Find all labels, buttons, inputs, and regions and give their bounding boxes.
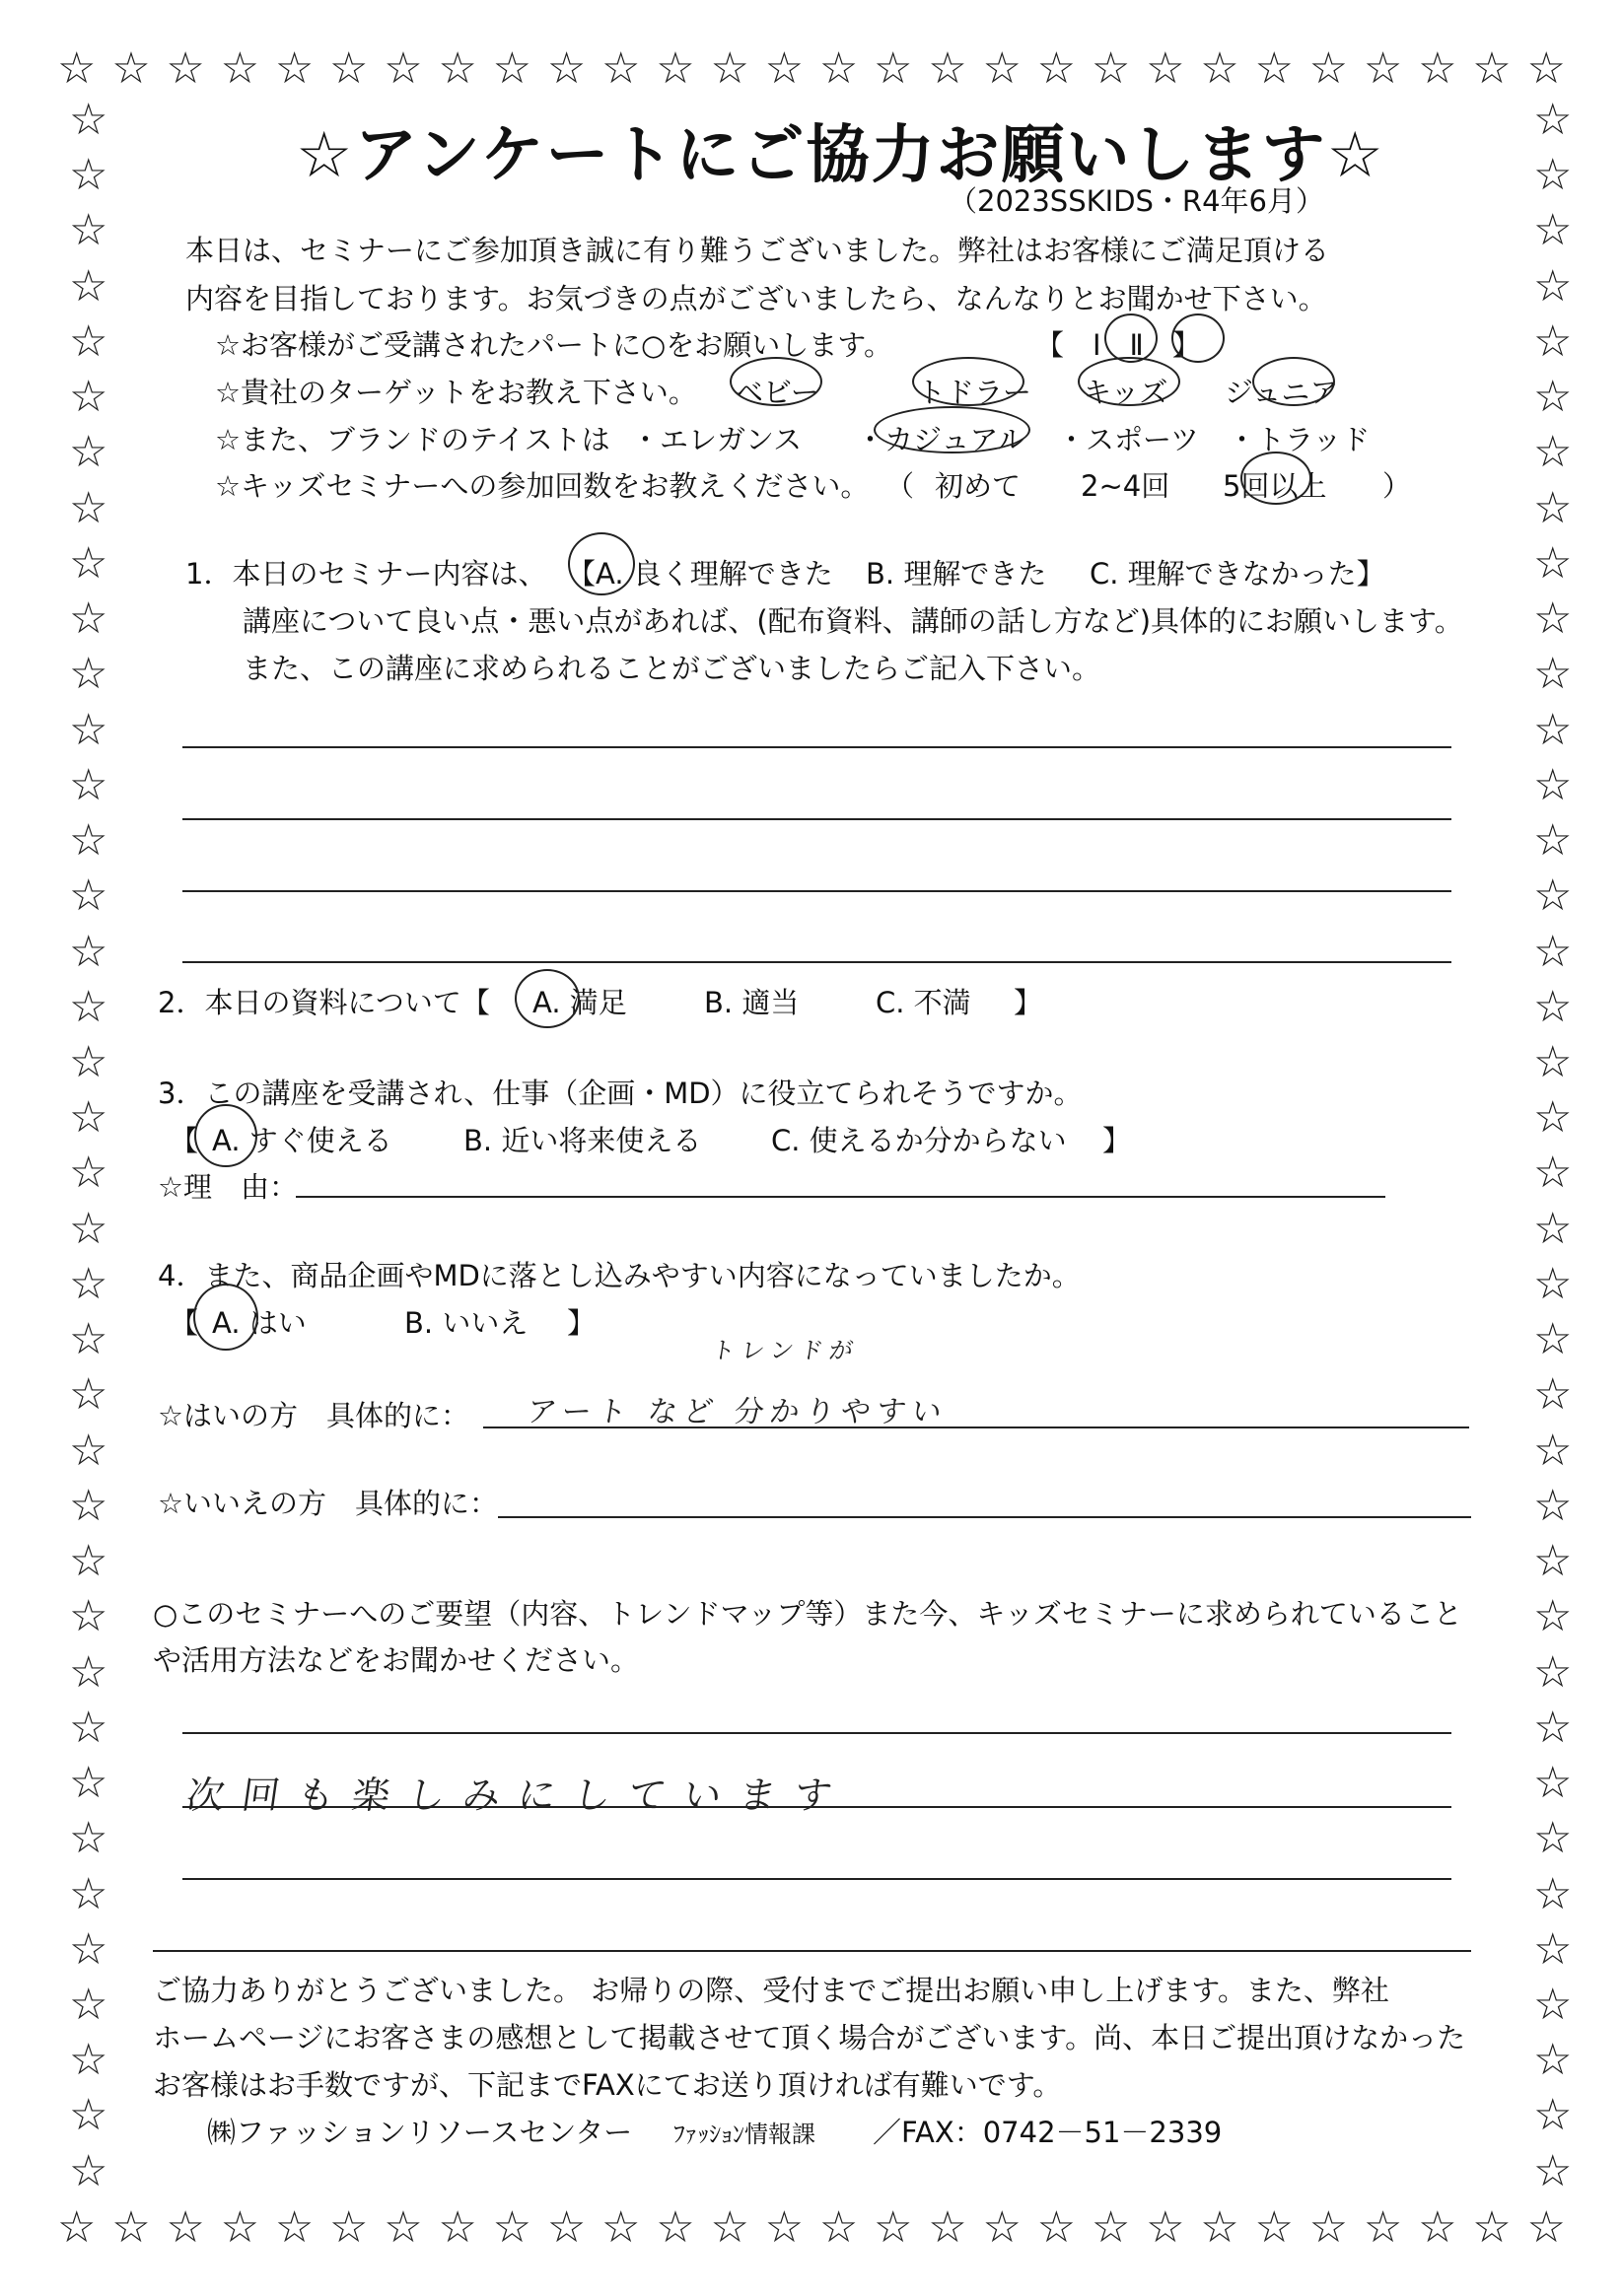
request-line-1: ○このセミナーへのご要望（内容、トレンドマップ等）また今、キッズセミナーに求められていること [153, 1597, 1462, 1631]
q1-answer-line-4[interactable] [182, 961, 1451, 963]
intro-line-1: 本日は、セミナーにご参加頂き誠に有り難うございました。弊社はお客様にご満足頂ける [185, 234, 1330, 267]
circle-mark-baby [730, 357, 822, 406]
count-open: （ [885, 469, 915, 503]
request-answer: 次回も楽しみにしています [183, 1774, 853, 1817]
q3-option-a[interactable]: A. すぐ使える [212, 1124, 392, 1157]
circle-mark-5plus [1240, 452, 1311, 505]
q3-reason-line[interactable] [296, 1196, 1385, 1198]
q4-yes-answer: アート など 分かりやすい [525, 1395, 951, 1429]
count-close: ） [1382, 469, 1412, 503]
closing-line-3: お客様はお手数ですが、下記までFAXにてお送り頂ければ有難いです。 [153, 2068, 1062, 2102]
circle-mark-part-2 [1171, 313, 1225, 363]
circle-mark-q2-a [515, 969, 580, 1028]
q4-yes-answer-insert: トレンドが [709, 1337, 862, 1364]
q4-yes-label: ☆はいの方 具体的に： [158, 1399, 469, 1432]
circle-mark-kids [1078, 357, 1180, 406]
q3-option-c[interactable]: C. 使えるか分からない [771, 1124, 1067, 1157]
star-border-right: ☆ ☆ ☆ ☆ ☆ ☆ ☆ ☆ ☆ ☆ ☆ ☆ ☆ ☆ ☆ ☆ ☆ ☆ ☆ ☆ ☆ ☆ ☆ ☆ ☆ ☆ ☆ ☆ ☆ ☆ ☆ ☆ ☆ ☆ ☆ ☆ ☆ ☆ [1533, 95, 1573, 2196]
q3-option-b[interactable]: B. 近い将来使える [463, 1124, 702, 1157]
count-option-5plus[interactable]: 5回以上 [1223, 469, 1327, 503]
q1-answer-line-3[interactable] [182, 890, 1451, 892]
intro-line-2: 内容を目指しております。お気づきの点がございましたら、なんなりとお聞かせ下さい。 [185, 282, 1327, 315]
circle-mark-q1-a [568, 532, 635, 595]
q1-answer-line-2[interactable] [182, 818, 1451, 820]
circle-mark-q3-a [194, 1104, 257, 1167]
q3-open: 【 [170, 1124, 199, 1157]
taste-option-sports[interactable]: ・スポーツ [1057, 423, 1199, 456]
q2-stem: 2．本日の資料について【 [158, 986, 490, 1019]
request-answer-line-2[interactable] [182, 1806, 1451, 1808]
closing-divider [153, 1950, 1471, 1952]
circle-mark-casual [874, 406, 1030, 453]
circle-mark-q4-a [193, 1284, 258, 1351]
q2-option-a[interactable]: A. 満足 [532, 986, 627, 1019]
q4-yes-line[interactable] [483, 1426, 1469, 1428]
q2-close: 】 [1014, 986, 1043, 1019]
target-option-toddler[interactable]: トドラー [917, 376, 1032, 409]
q1-option-b[interactable]: B. 理解できた [866, 557, 1047, 591]
fax-number[interactable]: ／FAX：0742－51－2339 [873, 2116, 1223, 2149]
target-label: ☆貴社のターゲットをお教え下さい。 [215, 376, 697, 409]
target-option-junior[interactable]: ジュニア [1225, 376, 1339, 409]
taste-option-elegance[interactable]: ・エレガンス [631, 423, 803, 456]
target-option-kids[interactable]: キッズ [1083, 376, 1168, 409]
circle-mark-junior [1252, 357, 1335, 406]
target-option-baby[interactable]: ベビー [735, 376, 819, 409]
closing-line-2: ホームページにお客さまの感想として掲載させて頂く場合がございます。尚、本日ご提出頂けなかった [153, 2021, 1466, 2054]
q3-reason-label: ☆理 由： [158, 1170, 298, 1204]
request-answer-line-3[interactable] [182, 1878, 1451, 1880]
q4-no-label: ☆いいえの方 具体的に： [158, 1487, 498, 1520]
q1-option-a[interactable]: 【A. 良く理解できた [567, 557, 833, 591]
circle-mark-part-1 [1104, 313, 1158, 363]
q2-option-b[interactable]: B. 適当 [704, 986, 800, 1019]
star-border-bottom: ☆ ☆ ☆ ☆ ☆ ☆ ☆ ☆ ☆ ☆ ☆ ☆ ☆ ☆ ☆ ☆ ☆ ☆ ☆ ☆ ☆ ☆ ☆ ☆ ☆ ☆ ☆ ☆ [57, 2202, 1566, 2253]
request-answer-line-1[interactable] [182, 1732, 1451, 1734]
request-line-2: や活用方法などをお聞かせください。 [153, 1643, 640, 1677]
q1-line-2: 講座について良い点・悪い点があれば、(配布資料、講師の話し方など)具体的にお願いします。 [243, 604, 1463, 638]
q4-option-b[interactable]: B. いいえ [404, 1306, 529, 1340]
star-border-left: ☆ ☆ ☆ ☆ ☆ ☆ ☆ ☆ ☆ ☆ ☆ ☆ ☆ ☆ ☆ ☆ ☆ ☆ ☆ ☆ ☆ ☆ ☆ ☆ ☆ ☆ ☆ ☆ ☆ ☆ ☆ ☆ ☆ ☆ ☆ ☆ ☆ ☆ [69, 95, 108, 2196]
taste-option-casual[interactable]: ・カジュアル [856, 423, 1026, 456]
q1-option-c[interactable]: C. 理解できなかった】 [1090, 557, 1385, 591]
q4-close: 】 [567, 1306, 597, 1340]
part-label: ☆お客様がご受講されたパートに○をお願いします。 [215, 328, 892, 362]
department-name: ﾌｧｯｼｮﾝ情報課 [673, 2121, 815, 2148]
count-option-first[interactable]: 初めて [935, 469, 1022, 503]
taste-label: ☆また、ブランドのテイストは [215, 423, 610, 456]
part-options[interactable]: 【 Ⅰ Ⅱ 】 [1035, 328, 1201, 362]
q3-stem: 3．この講座を受講され、仕事（企画・MD）に役立てられそうですか。 [158, 1077, 1083, 1110]
q2-option-c[interactable]: C. 不満 [876, 986, 971, 1019]
q3-close: 】 [1102, 1124, 1132, 1157]
q4-stem: 4．また、商品企画やMDに落とし込みやすい内容になっていましたか。 [158, 1259, 1081, 1292]
count-label: ☆キッズセミナーへの参加回数をお教えください。 [215, 469, 870, 503]
circle-mark-toddler [912, 357, 1024, 406]
q1-stem: 1．本日のセミナー内容は、 [185, 557, 547, 591]
closing-line-1: ご協力ありがとうございました。 お帰りの際、受付までご提出お願い申し上げます。また、弊社 [153, 1974, 1389, 2007]
count-option-2-4[interactable]: 2~4回 [1081, 469, 1170, 503]
q4-option-a[interactable]: A. はい [212, 1306, 307, 1340]
q1-answer-line-1[interactable] [182, 746, 1451, 748]
q4-open: 【 [170, 1306, 199, 1340]
company-name: ㈱ファッションリソースセンター [207, 2116, 633, 2149]
taste-option-trad[interactable]: ・トラッド [1228, 423, 1371, 456]
page-title: ☆アンケートにご協力お願いします☆ [296, 119, 1385, 192]
form-reference: （2023SSKIDS・R4年6月） [949, 184, 1324, 218]
star-border-top: ☆ ☆ ☆ ☆ ☆ ☆ ☆ ☆ ☆ ☆ ☆ ☆ ☆ ☆ ☆ ☆ ☆ ☆ ☆ ☆ ☆ ☆ ☆ ☆ ☆ ☆ ☆ ☆ [57, 43, 1566, 94]
q1-line-3: また、この講座に求められることがございましたらご記入下さい。 [243, 652, 1101, 685]
q4-no-line[interactable] [498, 1516, 1471, 1518]
